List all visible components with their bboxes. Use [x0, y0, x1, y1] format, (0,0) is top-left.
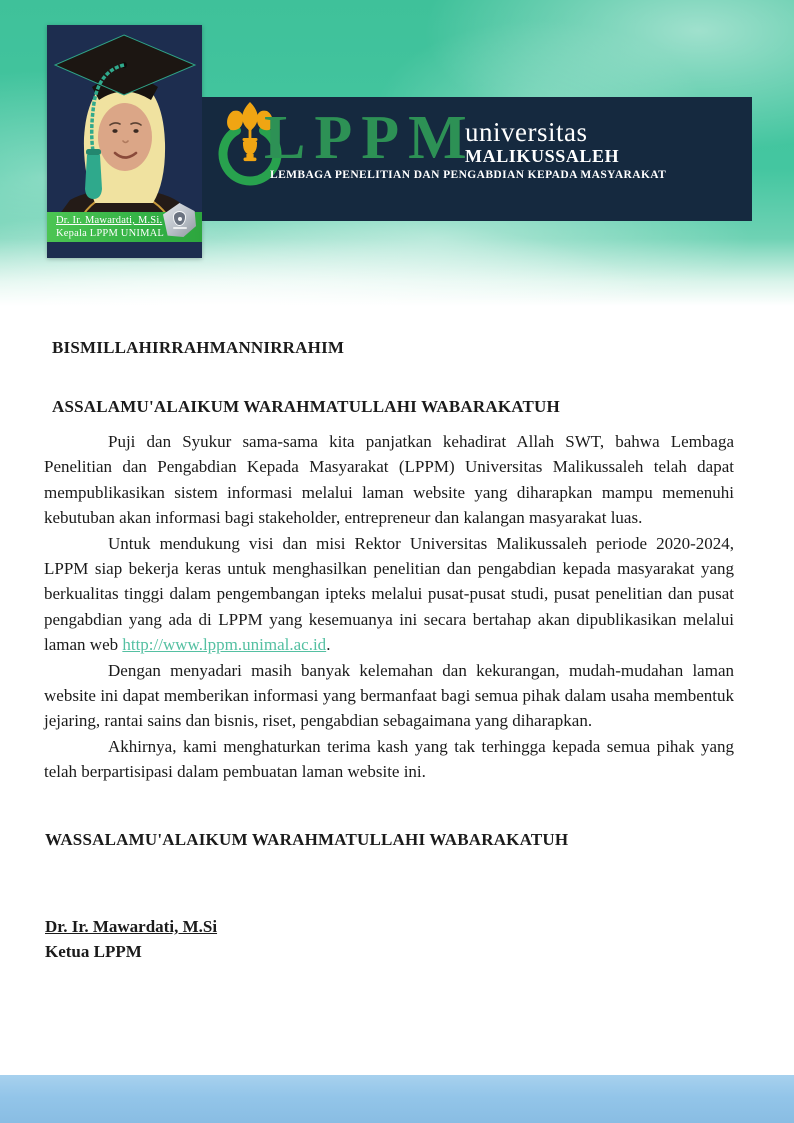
kepala-lppm-photo: [47, 25, 202, 258]
bismillah-heading: BISMILLAHIRRAHMANNIRRAHIM: [52, 338, 345, 357]
portrait-illustration: [47, 25, 202, 215]
shield-icon: [173, 211, 186, 226]
paragraph-1: Puji dan Syukur sama-sama kita panjatkan kehadirat Allah SWT, bahwa Lembaga Penelitian dan Pengabdian Kepada Masyarakat (LPPM) Universitas Malikussaleh telah dapat mempublikasikan sistem informasi melalui laman website yang diharapkan mampu memenuhi kebutuban akan informasi bagi stakeholder, entrepreneur dan kalangan masyarakat luas.: [44, 432, 734, 528]
university-name-line2: MALIKUSSALEH: [465, 146, 620, 166]
signature-name: Dr. Ir. Mawardati, M.Si: [45, 916, 218, 936]
header-banner: [0, 0, 794, 306]
letter-body: [44, 330, 734, 964]
opening-salutation: ASSALAMU'ALAIKUM WARAHMATULLAHI WABARAKATUH: [52, 397, 560, 416]
paragraph-4: Akhirnya, kami menghaturkan terima kash yang tak terhingga kepada semua pihak yang telah berpartisipasi dalam pembuatan laman website ini.: [44, 736, 734, 782]
signature-block: [45, 914, 734, 964]
paragraph-2-text: Untuk mendukung visi dan misi Rektor Universitas Malikussaleh periode 2020-2024, LPPM siap bekerja keras untuk menghasilkan penelitian dan pengabdian kepada masyarakat yang berkualitas tinggi dalam pengembangan ipteks melalui pusat-pusat studi, pusat penelitian dan pusat pengabdian yang ada di LPPM yang kesemuanya ini secara bertahap akan dipublikasikan melalui laman web: [44, 533, 734, 655]
photo-person-title: Kepala LPPM UNIMAL: [56, 228, 165, 239]
lppm-acronym: LPPM: [264, 104, 476, 172]
paragraph-2: [44, 531, 734, 658]
lppm-full-name: LEMBAGA PENELITIAN DAN PENGABDIAN KEPADA MASYARAKAT: [270, 169, 667, 181]
lppm-banner: [202, 97, 752, 221]
lppm-website-link[interactable]: http://www.lppm.unimal.ac.id: [122, 635, 327, 655]
paragraph-3: Dengan menyadari masih banyak kelemahan dan kekurangan, mudah-mudahan laman website ini dapat memberikan informasi yang bermanfaat bagi semua pihak dalam usaha membentuk jejaring, rantai sains dan bisnis, riset, pengabdian sebagaimana yang diharapkan.: [44, 660, 734, 731]
photo-person-name: Dr. Ir. Mawardati, M.Si.: [56, 215, 163, 226]
signature-title: Ketua LPPM: [45, 941, 142, 961]
university-name-line1: universitas: [465, 117, 588, 147]
paragraph-2-period: .: [326, 635, 331, 655]
footer-bar: [0, 1075, 794, 1123]
closing-salutation: WASSALAMU'ALAIKUM WARAHMATULLAHI WABARAKATUH: [45, 829, 569, 849]
